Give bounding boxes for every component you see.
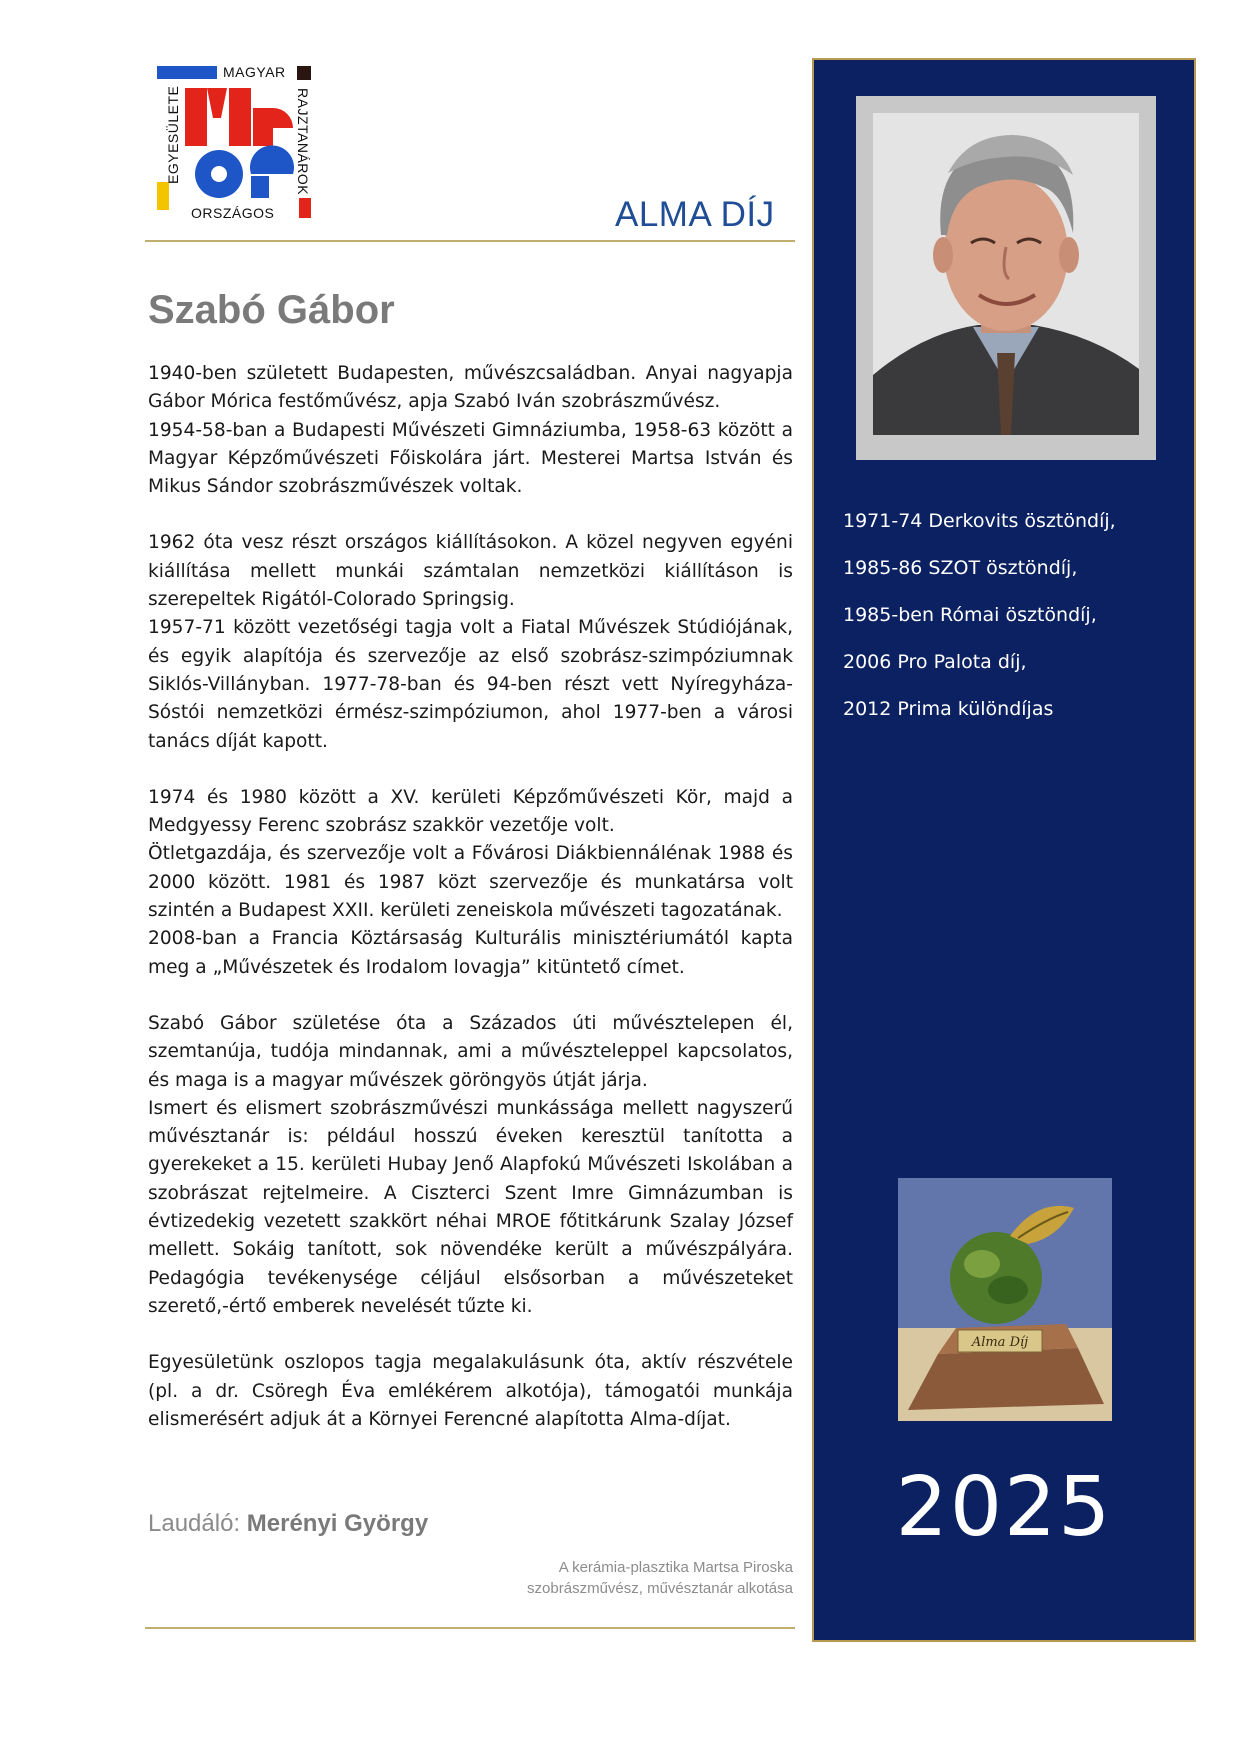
award-item: 1985-86 SZOT ösztöndíj, xyxy=(843,557,1078,579)
logo-text-bottom: ORSZÁGOS xyxy=(191,205,275,221)
caption-line: szobrászművész, művésztanár alkotása xyxy=(527,1580,793,1597)
bio-sentence: Szabó Gábor születése óta a Százados úti művésztelepen él, szemtanúja, tudója mindannak, ami a művészteleppel kapcsolatos, és maga is a magyar művészek göröngyös útját járja. xyxy=(148,1012,793,1091)
awards-list xyxy=(843,510,1116,745)
trophy-caption xyxy=(527,1557,793,1599)
bio-sentence: 1962 óta vesz részt országos kiállításokon. A közel negyven egyéni kiállítása mellett munkái számtalan nemzetközi kiállításon is szerepeltek Rigától-Colorado Springsig. xyxy=(148,532,793,611)
footer-divider xyxy=(145,1627,795,1629)
award-title: ALMA DÍJ xyxy=(615,195,775,234)
award-item: 1985-ben Római ösztöndíj, xyxy=(843,604,1097,626)
bio-sentence: Ötletgazdája, és szervezője volt a Fővárosi Diákbiennálénak 1988 és 2000 között. 1981 és 1987 közt szervezője és munkatársa volt szintén a Budapest XXII. kerületi zeneiskola művészeti tagozatának. xyxy=(148,843,793,922)
portrait-frame xyxy=(856,96,1156,460)
award-item: 2006 Pro Palota díj, xyxy=(843,651,1027,673)
trophy-plaque-text: Alma Díj xyxy=(971,1335,1029,1350)
laudator-line xyxy=(148,1510,428,1538)
award-item: 1971-74 Derkovits ösztöndíj, xyxy=(843,510,1116,532)
laudator-name: Merényi György xyxy=(246,1510,429,1537)
honoree-name: Szabó Gábor xyxy=(148,288,395,332)
bio-sentence: 1957-71 között vezetőségi tagja volt a Fiatal Művészek Stúdiójának, és egyik alapítója és szervezője az első szobrász-szimpóziumnak Siklós-Villányban. 1977-78-ban és 94-ben részt vett Nyíregyháza-Sóstói nemzetközi érmész-szimpóziumon, ahol 1977-ben a városi tanács díját kapott. xyxy=(148,617,793,752)
award-panel xyxy=(812,58,1196,1642)
logo-text-left: EGYESÜLETE xyxy=(165,85,181,184)
trophy-illustration xyxy=(898,1178,1112,1421)
trophy-photo xyxy=(898,1178,1112,1421)
laudator-label: Laudáló: xyxy=(148,1510,241,1537)
award-year: 2025 xyxy=(895,1460,1113,1555)
bio-sentence: 2008-ban a Francia Köztársaság Kulturális minisztériumától kapta meg a „Művészetek és Irodalom lovagja” kitüntető címet. xyxy=(148,928,793,978)
bio-paragraph xyxy=(148,1010,793,1321)
bio-paragraph xyxy=(148,360,793,501)
mroe-logo xyxy=(155,62,313,222)
bio-sentence: 1940-ben született Budapesten, művészcsaládban. Anyai nagyapja Gábor Mórica festőművész, apja Szabó Iván szobrászművész. xyxy=(148,363,793,413)
bio-paragraph xyxy=(148,529,793,755)
logo-text-top: MAGYAR xyxy=(223,64,286,80)
bio-sentence: Ismert és elismert szobrászművészi munkássága mellett nagyszerű művésztanár is: például hosszú éveken keresztül tanította a gyerekeket a 15. kerületi Hubay Jenő Alapfokú Művészeti Iskolában a szobrászat rejtelmeire. A Ciszterci Szent Imre Gimnázumban is évtizedekig vezetett szakkört néhai MROE főtitkárunk Szalay József mellett. Sokáig tanított, sok növendéke került a művészpályára. Pedagógia tevékenysége céljául elsősorban a művészeteket szerető,-értő emberek nevelését tűzte ki. xyxy=(148,1097,793,1317)
header-divider xyxy=(145,240,795,242)
biography xyxy=(148,360,793,1462)
bio-paragraph xyxy=(148,1349,793,1434)
portrait-photo xyxy=(873,113,1139,435)
bio-sentence: Egyesületünk oszlopos tagja megalakulásunk óta, aktív részvétele (pl. a dr. Csöregh Éva emlékérem alkotója), támogatói munkája elismerésért adjuk át a Környei Ferencné alapította Alma-díjat. xyxy=(148,1352,793,1430)
caption-line: A kerámia-plasztika Martsa Piroska xyxy=(558,1559,793,1576)
bio-sentence: 1954-58-ban a Budapesti Művészeti Gimnáziumba, 1958-63 között a Magyar Képzőművészeti Főiskolára járt. Mesterei Martsa István és Mikus Sándor szobrászművészek voltak. xyxy=(148,419,793,498)
bio-sentence: 1974 és 1980 között a XV. kerületi Képzőművészeti Kör, majd a Medgyessy Ferenc szobrász szakkör vezetője volt. xyxy=(148,786,793,837)
bio-paragraph xyxy=(148,784,793,982)
award-item: 2012 Prima különdíjas xyxy=(843,698,1054,720)
portrait-illustration xyxy=(873,113,1139,435)
logo-text-right: RAJZTANÁROK xyxy=(295,88,311,196)
